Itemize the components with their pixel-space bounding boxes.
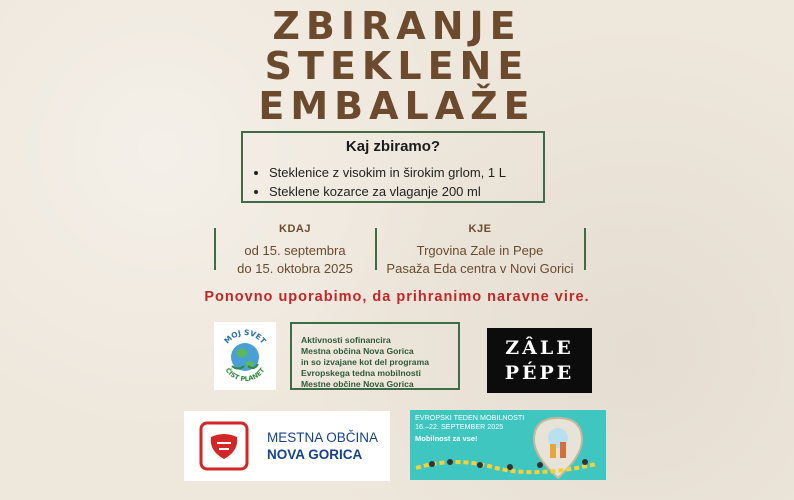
where-line-1: Trgovina Zale in Pepe <box>416 243 544 258</box>
svg-text:MOJ SVET: MOJ SVET <box>222 327 268 346</box>
cofinance-line: in so izvajane kot del programa <box>301 357 429 367</box>
cofinance-line: Mestna občina Nova Gorica <box>301 346 414 356</box>
when-label: KDAJ <box>279 223 311 235</box>
mobility-week-banner <box>410 410 606 480</box>
collect-list <box>255 163 506 201</box>
title-line-2: STEKLENE <box>264 44 530 88</box>
slogan: Ponovno uporabimo, da prihranimo naravne vire. <box>204 289 590 305</box>
when-end: do 15. oktobra 2025 <box>237 261 353 276</box>
svg-text:ČIST PLANET: ČIST PLANET <box>223 366 267 384</box>
etm-line-2: 16.–22. SEPTEMBER 2025 <box>415 422 504 431</box>
collect-box <box>241 131 545 203</box>
coat-of-arms-icon <box>199 421 249 471</box>
mestna-obcina-logo <box>184 411 390 481</box>
mobility-illustration <box>410 410 606 480</box>
collect-item: • Steklenice z visokim in širokim grlom, 1 L <box>269 163 506 182</box>
moj-svet-logo <box>214 322 276 390</box>
mestna-line-1: MESTNA OBČINA <box>267 430 379 445</box>
cofinance-line: Mestne občine Nova Gorica <box>301 379 414 389</box>
title-line-3: EMBALAŽE <box>258 84 536 128</box>
zale-logo-line-1: ZÂLE <box>505 337 574 359</box>
cofinance-line: Aktivnosti sofinancira <box>301 335 391 345</box>
etm-line-1: EVROPSKI TEDEN MOBILNOSTI <box>415 413 525 422</box>
collect-heading: Kaj zbiramo? <box>345 138 441 155</box>
cofinance-box <box>290 322 460 390</box>
where-label: KJE <box>468 223 492 235</box>
when-block <box>220 220 370 278</box>
when-start: od 15. septembra <box>244 243 346 258</box>
divider <box>214 228 216 270</box>
mestna-line-2: NOVA GORICA <box>267 447 363 462</box>
where-line-2: Pasaža Eda centra v Novi Gorici <box>386 261 574 276</box>
mestna-name <box>267 429 378 463</box>
divider <box>375 228 377 270</box>
cofinance-line: Evropskega tedna mobilnosti <box>301 368 421 378</box>
divider <box>584 228 586 270</box>
etm-line-3: Mobilnost za vse! <box>415 434 478 443</box>
zale-logo-line-2: PÉPE <box>504 362 575 384</box>
title-line-1: ZBIRANJE <box>272 4 522 48</box>
where-block <box>381 220 579 278</box>
collect-item: • Steklene kozarce za vlaganje 200 ml <box>269 182 506 201</box>
zale-pepe-logo <box>487 328 592 393</box>
